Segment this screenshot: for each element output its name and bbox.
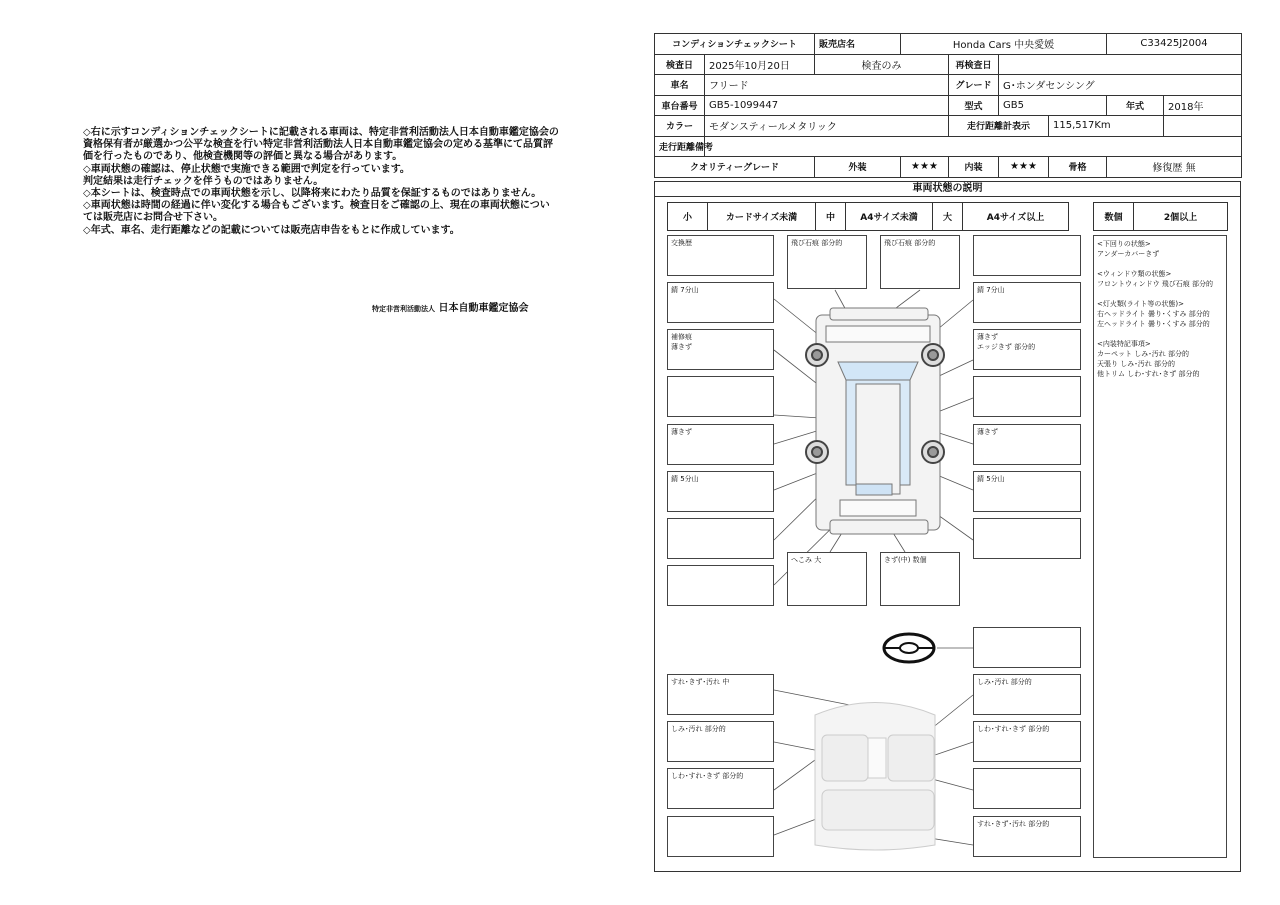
- interior-grade: ★★★: [999, 157, 1049, 178]
- int-box-left-4: [667, 816, 774, 857]
- under-title: <下回りの状態>: [1097, 240, 1151, 248]
- light-item-2: 左ヘッドライト 曇り･くすみ 部分的: [1097, 320, 1210, 328]
- ext-box-right-4: [973, 376, 1081, 417]
- condition-notes-panel: [1093, 235, 1227, 858]
- mileage-label: 走行距離計表示: [949, 116, 1049, 137]
- legend-small-desc: カードサイズ未満: [708, 203, 816, 231]
- ext-box-front-right: [973, 235, 1081, 276]
- light-title: <灯火類(ライト等の状態)>: [1097, 300, 1184, 308]
- year-value: 2018年: [1164, 95, 1242, 116]
- size-legend: [667, 202, 1069, 231]
- car-name: フリード: [705, 75, 949, 96]
- grade-value: G･ホンダセンシング: [999, 75, 1242, 96]
- exterior-label: 外装: [815, 157, 901, 178]
- exterior-grade: ★★★: [901, 157, 949, 178]
- int-box-steering: [973, 627, 1081, 668]
- int-box-left-3: しわ･すれ･きず 部分的: [667, 768, 774, 809]
- dealer-label: 販売店名: [815, 34, 901, 55]
- mileage-note: [705, 136, 1242, 157]
- int-box-right-1: しみ･汚れ 部分的: [973, 674, 1081, 715]
- mileage-note-label: 走行距離備考: [655, 136, 705, 157]
- ext-box-left-4: [667, 376, 774, 417]
- legend-small: 小: [668, 203, 708, 231]
- association-name: [372, 299, 528, 314]
- interior-label: 内装: [949, 157, 999, 178]
- chassis-number: GB5-1099447: [705, 95, 949, 116]
- year-label: 年式: [1107, 95, 1164, 116]
- quality-label: クオリティーグレード: [655, 157, 815, 178]
- inspect-date: 2025年10月20日: [705, 54, 815, 75]
- model-label: 型式: [949, 95, 999, 116]
- note-1: ◇右に示すコンディションチェックシートに記載される車両は、特定非営利活動法人日本自動車鑑定協会の資格保有者が厳選かつ公平な検査を行い特定非営利活動法人日本自動車鑑定協会の定める基準にて品質評価を行ったものであり、他検査機関等の評価と異なる場合があります。: [83, 127, 559, 163]
- inspect-type: 検査のみ: [815, 54, 949, 75]
- note-5: ◇車両状態は時間の経過に伴い変化する場合もございます。検査日をご確認の上、現在の車両状態については販売店にお問合せ下さい。: [83, 200, 550, 224]
- association-prefix: 特定非営利活動法人: [372, 305, 435, 313]
- quantity-legend: [1093, 202, 1228, 231]
- reinspect-date: [999, 54, 1242, 75]
- section-title: 車両状態の説明: [655, 182, 1240, 197]
- mileage-value: 115,517Km: [1049, 116, 1164, 137]
- ext-box-left-5: 薄きず: [667, 424, 774, 465]
- int-box-left-1: すれ･きず･汚れ 中: [667, 674, 774, 715]
- interior-item-3: 他トリム しわ･すれ･きず 部分的: [1097, 370, 1200, 378]
- ext-box-right-5: 薄きず: [973, 424, 1081, 465]
- car-name-label: 車名: [655, 75, 705, 96]
- ext-box-left-3: 補修痕 薄きず: [667, 329, 774, 370]
- legend-large: 大: [933, 203, 963, 231]
- ext-box-left-6: 錆 5分山: [667, 471, 774, 512]
- ext-box-front-left: 交換歴: [667, 235, 774, 276]
- legend-large-desc: A4サイズ以上: [963, 203, 1069, 231]
- note-6: ◇年式、車名、走行距離などの記載については販売店申告をもとに作成しています。: [83, 224, 460, 236]
- note-3: 判定結果は走行チェックを伴うものではありません。: [83, 175, 324, 187]
- color-value: モダンスティールメタリック: [705, 116, 949, 137]
- int-box-left-2: しみ･汚れ 部分的: [667, 721, 774, 762]
- ext-box-bottom-2: きず(中) 数個: [880, 552, 960, 606]
- int-box-right-2: しわ･すれ･きず 部分的: [973, 721, 1081, 762]
- disclaimer-notes: [83, 127, 559, 237]
- dealer-value: Honda Cars 中央愛媛: [901, 34, 1107, 55]
- ext-box-left-7: [667, 518, 774, 559]
- association-title: 日本自動車鑑定協会: [438, 303, 529, 314]
- mileage-extra: [1164, 116, 1242, 137]
- ext-box-right-2: 錆 7分山: [973, 282, 1081, 323]
- window-title: <ウィンドウ類の状態>: [1097, 270, 1172, 278]
- reinspect-label: 再検査日: [949, 54, 999, 75]
- condition-header-table: [654, 33, 1242, 178]
- ext-box-right-7: [973, 518, 1081, 559]
- under-item-1: アンダーカバーきず: [1097, 250, 1160, 258]
- ext-box-top-2: 飛び石痕 部分的: [880, 235, 960, 289]
- ext-box-left-2: 錆 7分山: [667, 282, 774, 323]
- ext-box-right-6: 錆 5分山: [973, 471, 1081, 512]
- repair-history: 修復歴 無: [1107, 157, 1242, 178]
- legend-count-desc: 2個以上: [1134, 203, 1228, 231]
- interior-title: <内装特記事項>: [1097, 340, 1151, 348]
- ext-box-right-3: 薄きず エッジきず 部分的: [973, 329, 1081, 370]
- sheet-title: コンディションチェックシート: [655, 34, 815, 55]
- int-box-right-4: すれ･きず･汚れ 部分的: [973, 816, 1081, 857]
- interior-item-2: 天張り しみ･汚れ 部分的: [1097, 360, 1175, 368]
- note-4: ◇本シートは、検査時点での車両状態を示し、以降将来にわたり品質を保証するものではありません。: [83, 188, 542, 200]
- model-value: GB5: [999, 95, 1107, 116]
- ext-box-bottom-1: へこみ 大: [787, 552, 867, 606]
- sheet-id: C33425J2004: [1107, 34, 1242, 55]
- light-item-1: 右ヘッドライト 曇り･くすみ 部分的: [1097, 310, 1210, 318]
- legend-medium-desc: A4サイズ未満: [846, 203, 933, 231]
- int-box-right-3: [973, 768, 1081, 809]
- note-2: ◇車両状態の確認は、停止状態で実施できる範囲で判定を行っています。: [83, 163, 410, 175]
- window-item-1: フロントウィンドウ 飛び石痕 部分的: [1097, 280, 1214, 288]
- inspect-date-label: 検査日: [655, 54, 705, 75]
- legend-medium: 中: [816, 203, 846, 231]
- grade-label: グレード: [949, 75, 999, 96]
- color-label: カラー: [655, 116, 705, 137]
- ext-box-top-1: 飛び石痕 部分的: [787, 235, 867, 289]
- legend-count: 数個: [1094, 203, 1134, 231]
- chassis-label: 車台番号: [655, 95, 705, 116]
- frame-label: 骨格: [1049, 157, 1107, 178]
- interior-item-1: カーペット しみ･汚れ 部分的: [1097, 350, 1189, 358]
- ext-box-left-8: [667, 565, 774, 606]
